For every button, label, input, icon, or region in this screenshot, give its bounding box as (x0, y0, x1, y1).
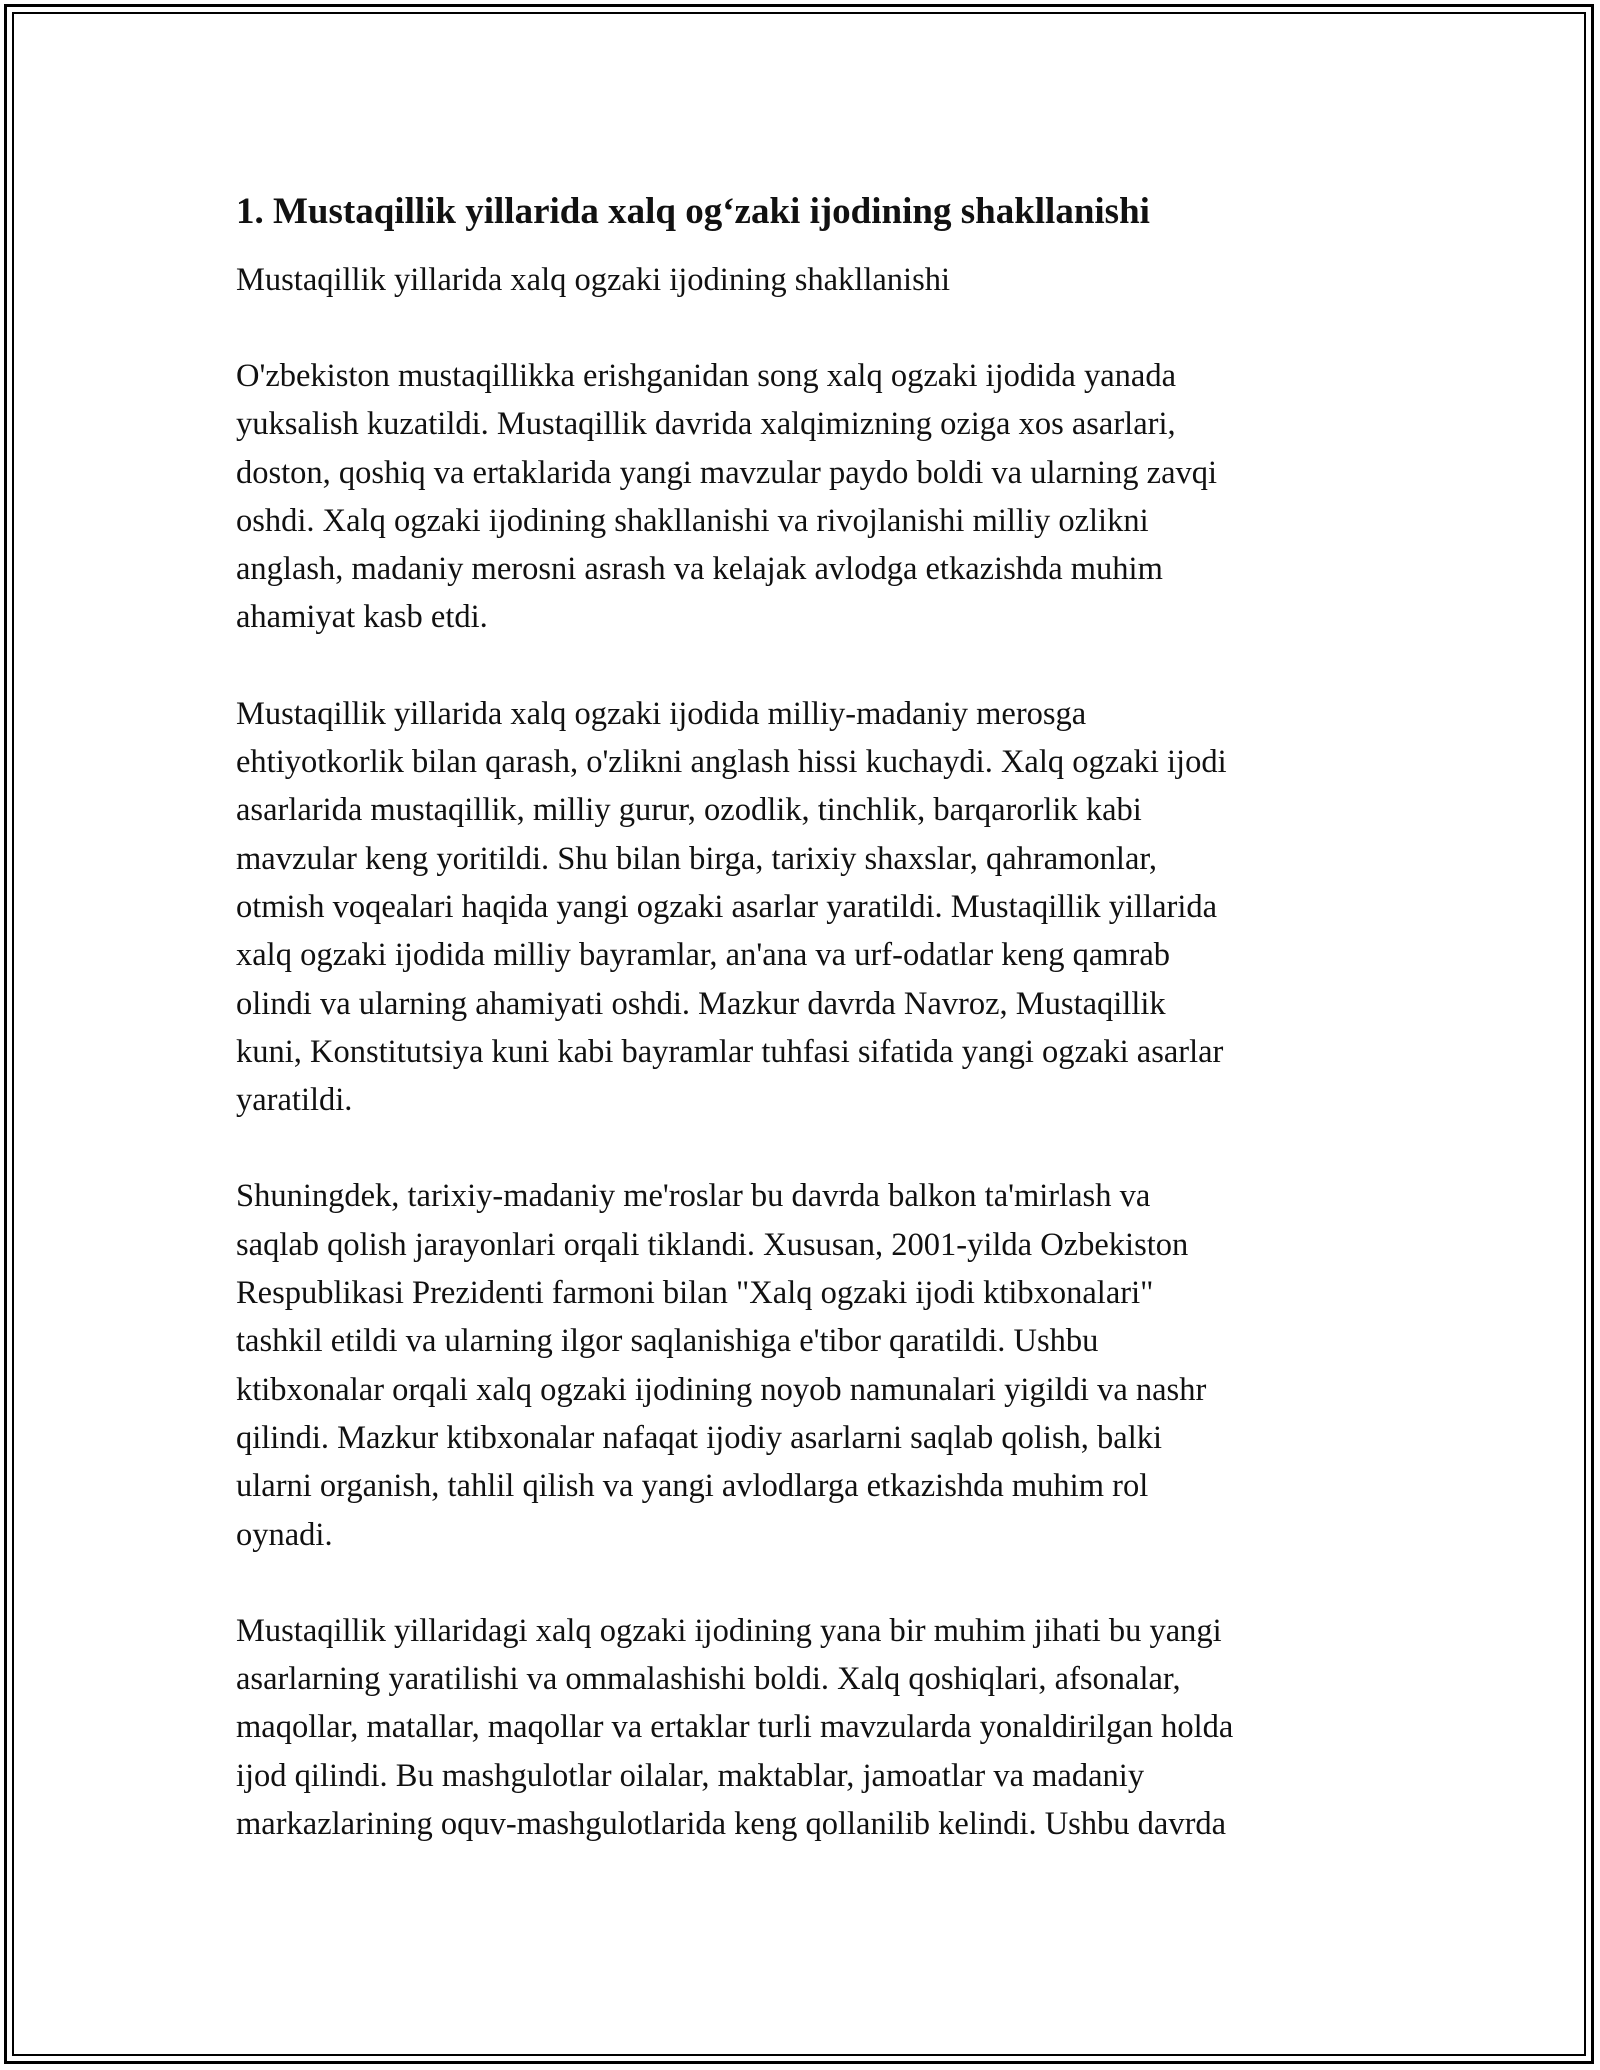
paragraph-line: markazlarining oquv-mashgulotlarida keng qollanilib kelindi. Ushbu davrda (236, 1806, 1227, 1843)
paragraph-line: oynadi. (236, 1516, 333, 1553)
paragraph-line: ktibxonalar orqali xalq ogzaki ijodining noyob namunalari yigildi va nashr (236, 1371, 1207, 1408)
paragraph-line: asarlarida mustaqillik, milliy gurur, ozodlik, tinchlik, barqarorlik kabi (236, 792, 1142, 829)
paragraph-line: kuni, Konstitutsiya kuni kabi bayramlar tuhfasi sifatida yangi ogzaki asarlar (236, 1033, 1224, 1070)
paragraph-4 (236, 1607, 1376, 1848)
paragraph-2 (236, 690, 1376, 1125)
paragraph-3 (236, 1172, 1376, 1558)
paragraph-line: tashkil etildi va ularning ilgor saqlanishiga e'tibor qaratildi. Ushbu (236, 1323, 1099, 1360)
paragraph-line: yaratildi. (236, 1082, 353, 1119)
paragraph-line: qilindi. Mazkur ktibxonalar nafaqat ijodiy asarlarni saqlab qolish, balki (236, 1419, 1163, 1456)
paragraph-line: Shuningdek, tarixiy-madaniy me'roslar bu davrda balkon ta'mirlash va (236, 1178, 1151, 1215)
paragraph-line: saqlab qolish jarayonlari orqali tiklandi. Xususan, 2001-yilda Ozbekiston (236, 1226, 1189, 1263)
paragraph-line: otmish voqealari haqida yangi ogzaki asarlar yaratildi. Mustaqillik yillarida (236, 888, 1218, 925)
section-heading: 1. Mustaqillik yillarida xalq og‘zaki ijodining shakllanishi (236, 191, 1150, 232)
paragraph-line: anglash, madaniy merosni asrash va kelajak avlodga etkazishda muhim (236, 551, 1163, 588)
paragraph-line: doston, qoshiq va ertaklarida yangi mavzular paydo boldi va ularning zavqi (236, 454, 1218, 491)
paragraph-line: asarlarning yaratilishi va ommalashishi boldi. Xalq qoshiqlari, afsonalar, (236, 1661, 1181, 1698)
paragraph-line: xalq ogzaki ijodida milliy bayramlar, an'ana va urf-odatlar keng qamrab (236, 937, 1171, 974)
paragraph-line: maqollar, matallar, maqollar va ertaklar turli mavzularda yonaldirilgan holda (236, 1709, 1234, 1746)
paragraph-line: ehtiyotkorlik bilan qarash, o'zlikni anglash hissi kuchaydi. Xalq ogzaki ijodi (236, 744, 1227, 781)
paragraph-line: mavzular keng yoritildi. Shu bilan birga, tarixiy shaxslar, qahramonlar, (236, 840, 1158, 877)
paragraph-line: oshdi. Xalq ogzaki ijodining shakllanishi va rivojlanishi milliy ozlikni (236, 502, 1149, 539)
paragraph-line: yuksalish kuzatildi. Mustaqillik davrida xalqimizning oziga xos asarlari, (236, 406, 1176, 443)
paragraph-line: Mustaqillik yillarida xalq ogzaki ijodida milliy-madaniy merosga (236, 695, 1087, 732)
paragraph-line: ularni organish, tahlil qilish va yangi avlodlarga etkazishda muhim rol (236, 1468, 1149, 1505)
paragraph-line: Respublikasi Prezidenti farmoni bilan "Xalq ogzaki ijodi ktibxonalari" (236, 1275, 1154, 1312)
paragraph-line: olindi va ularning ahamiyati oshdi. Mazkur davrda Navroz, Mustaqillik (236, 985, 1166, 1022)
paragraph-line: ahamiyat kasb etdi. (236, 599, 488, 636)
paragraph-line: O'zbekiston mustaqillikka erishganidan song xalq ogzaki ijodida yanada (236, 358, 1177, 394)
paragraph-1 (236, 352, 1376, 642)
document-body (236, 186, 1376, 1848)
paragraph-line: Mustaqillik yillaridagi xalq ogzaki ijodining yana bir muhim jihati bu yangi (236, 1612, 1222, 1649)
paragraph-line: ijod qilindi. Bu mashgulotlar oilalar, maktablar, jamoatlar va madaniy (236, 1757, 1145, 1794)
section-subtitle: Mustaqillik yillarida xalq ogzaki ijodining shakllanishi (236, 262, 951, 298)
